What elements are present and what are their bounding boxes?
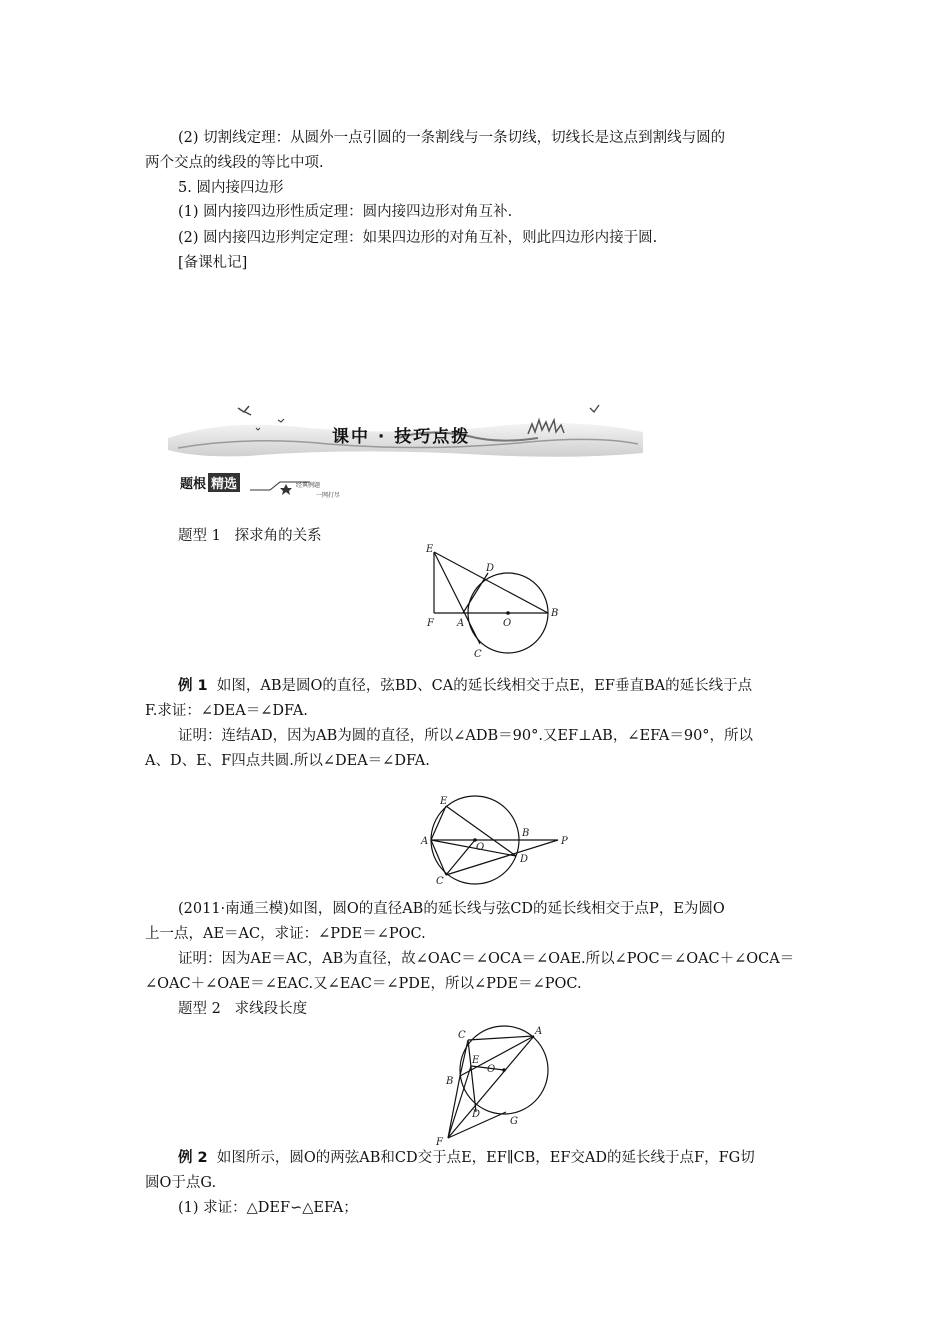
fig3-label-B: B [446, 1076, 454, 1087]
ex1-line2: F.求证：∠DEA＝∠DFA. [145, 703, 308, 719]
ex1-proof-line1: 证明：连结AD，因为AB为圆的直径，所以∠ADB＝90°.又EF⊥AB，∠EFA＝90°，所以 [178, 728, 754, 744]
figure-1 [420, 540, 565, 660]
type2-heading [178, 999, 307, 1019]
cyclic-quad-criterion: (2) 圆内接四边形判定定理：如果四边形的对角互补，则此四边形内接于圆. [178, 230, 658, 246]
fig3-label-G: G [510, 1116, 518, 1127]
ex2-line1 [178, 1148, 755, 1168]
ex2-text1: 如图所示，圆O的两弦AB和CD交于点E，EF∥CB，EF交AD的延长线于点F，FG切 [216, 1150, 755, 1166]
fig2-label-B: B [522, 828, 530, 839]
fig3-label-A: A [535, 1026, 543, 1037]
fig3-label-F: F [436, 1137, 443, 1148]
fig1-label-C: C [474, 649, 482, 660]
fig2-label-O: O [476, 842, 485, 853]
type1-heading [178, 526, 322, 546]
lesson-notes-label: [备课札记] [178, 255, 248, 271]
ex1-label: 例 1 [178, 678, 208, 694]
fig1-label-O: O [503, 618, 512, 629]
fig2-label-C: C [436, 876, 444, 887]
banner-title: 课中 · 技巧点拨 [332, 427, 471, 447]
type1-label: 题型 1 [178, 528, 221, 544]
fig3-label-D: D [472, 1109, 481, 1120]
fig2-label-A: A [421, 836, 429, 847]
ex1-proof-line2: A、D、E、F四点共圆.所以∠DEA＝∠DFA. [145, 753, 430, 769]
section-tag [178, 473, 240, 491]
type1-title: 探求角的关系 [234, 528, 322, 544]
tag-small-2: 一网打尽 [316, 492, 341, 499]
ex1-line1 [178, 676, 752, 696]
fig2-label-E: E [440, 796, 448, 807]
figure-2 [418, 792, 573, 887]
ex2-line2: 圆O于点G. [145, 1175, 217, 1191]
cyclic-quad-property: (1) 圆内接四边形性质定理：圆内接四边形对角互补. [178, 204, 513, 220]
tangent-secant-theorem-cont: 两个交点的线段的等比中项. [145, 155, 324, 171]
fig2-label-D: D [520, 854, 529, 865]
fig1-label-A: A [457, 618, 465, 629]
fig3-label-O: O [487, 1064, 496, 1075]
ex2-question1: (1) 求证：△DEF∽△EFA； [178, 1200, 358, 1216]
ex1b-proof-line2: ∠OAC＋∠OAE＝∠EAC.又∠EAC＝∠PDE，所以∠PDE＝∠POC. [145, 976, 582, 992]
section-heading-cyclic-quad: 5. 圆内接四边形 [178, 180, 284, 196]
fig1-label-E: E [426, 544, 434, 555]
fig1-label-D: D [486, 563, 495, 574]
ex1b-line1: (2011·南通三模)如图，圆O的直径AB的延长线与弦CD的延长线相交于点P，E为圆O [178, 901, 725, 917]
ex1-text1: 如图，AB是圆O的直径，弦BD、CA的延长线相交于点E，EF垂直BA的延长线于点 [216, 678, 753, 694]
fig1-label-F: F [427, 618, 434, 629]
tag-small-1: 经典例题 [296, 482, 321, 489]
fig3-label-C: C [458, 1030, 466, 1041]
tag-part2: 精选 [208, 473, 240, 492]
tag-part1: 题根 [180, 476, 207, 492]
ex2-label: 例 2 [178, 1150, 208, 1166]
fig3-label-E: E [472, 1055, 480, 1066]
fig2-label-P: P [561, 836, 568, 847]
figure-3 [432, 1018, 557, 1148]
ex1b-proof-line1: 证明：因为AE＝AC，AB为直径，故∠OAC＝∠OCA＝∠OAE.所以∠POC＝∠OAC＋∠OCA＝ [178, 951, 795, 967]
ex1b-line2: 上一点，AE＝AC，求证：∠PDE＝∠POC. [145, 926, 426, 942]
type2-label: 题型 2 [178, 1001, 221, 1017]
type2-title: 求线段长度 [234, 1001, 308, 1017]
fig1-label-B: B [551, 608, 559, 619]
tangent-secant-theorem: (2) 切割线定理：从圆外一点引圆的一条割线与一条切线，切线长是这点到割线与圆的 [178, 130, 726, 146]
